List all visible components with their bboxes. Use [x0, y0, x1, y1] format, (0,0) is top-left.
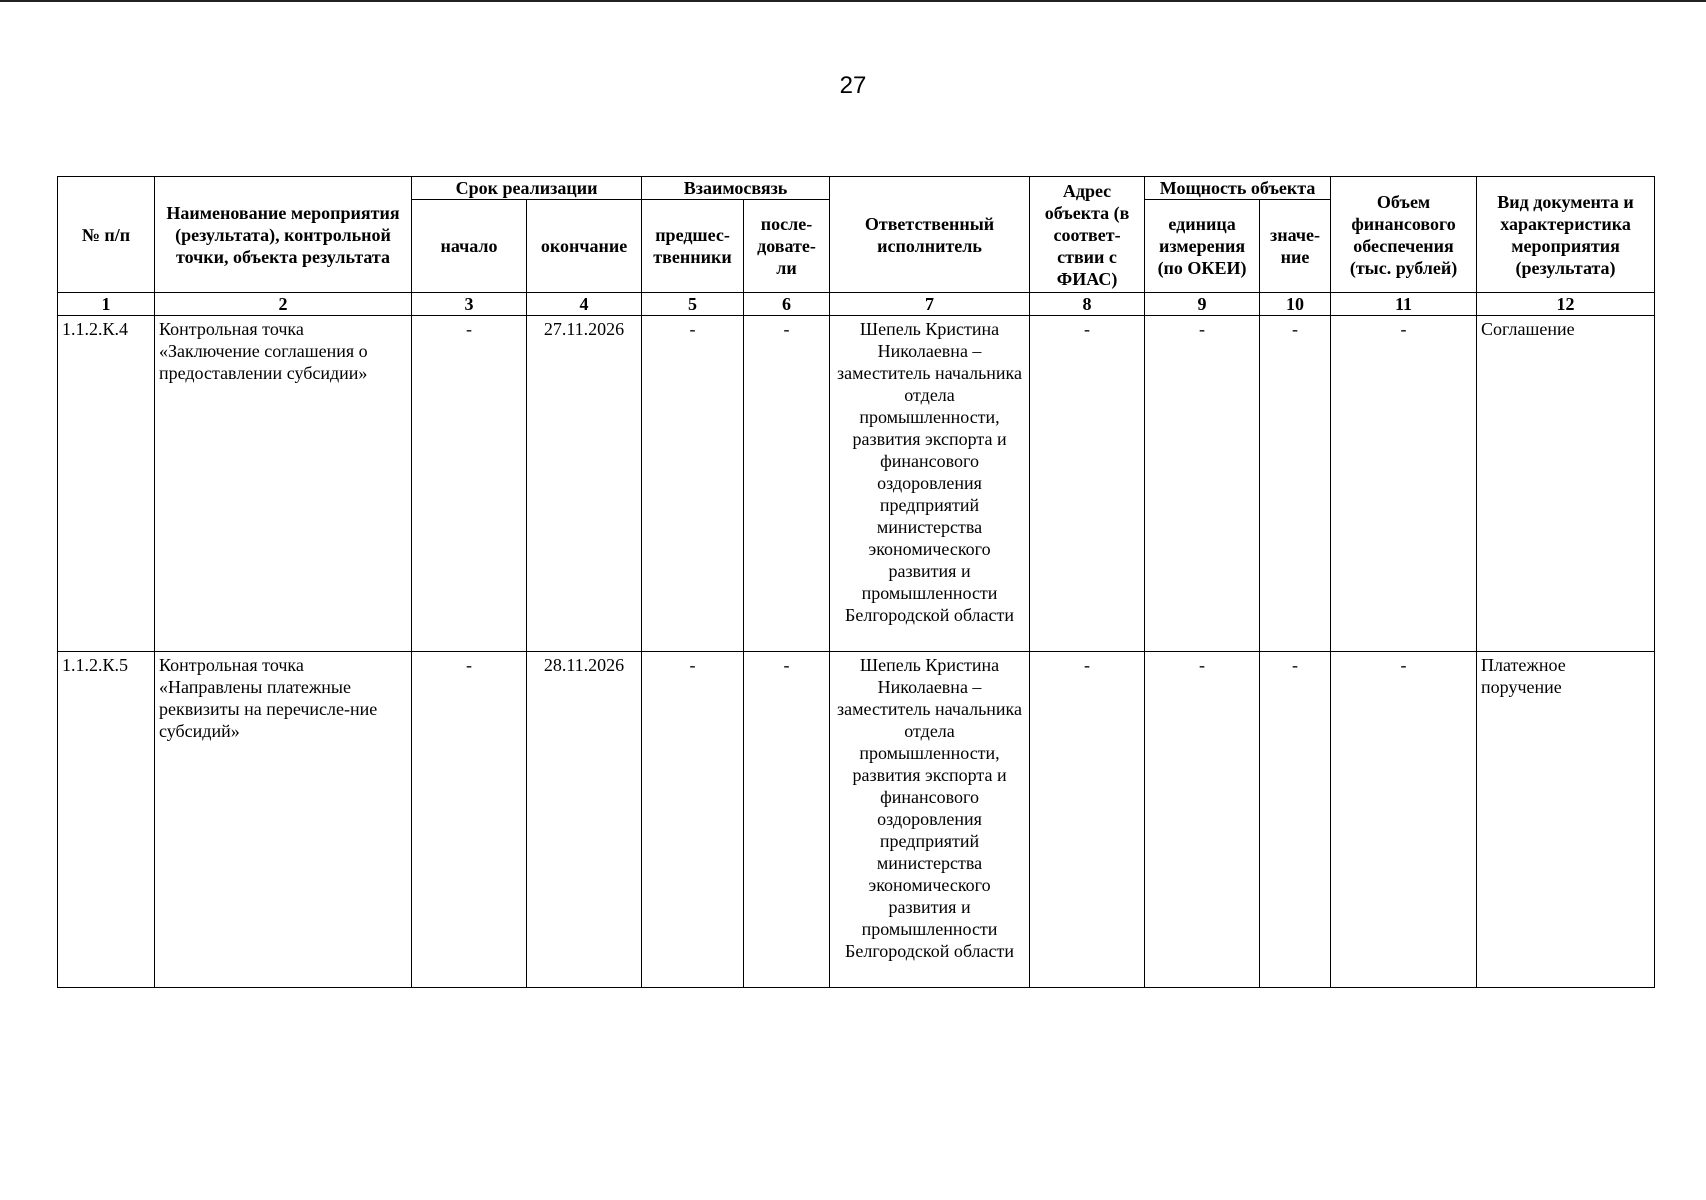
cell-end: 28.11.2026 [527, 652, 642, 988]
cell-num: 1.1.2.К.5 [58, 652, 155, 988]
page-number: 27 [839, 72, 867, 99]
header-term-end: окончание [527, 200, 642, 293]
header-link: Взаимосвязь [642, 177, 830, 200]
table-row [58, 652, 1655, 988]
cell-value: - [1260, 652, 1331, 988]
cell-value: - [1260, 316, 1331, 652]
header-capacity-unit: единица измерения (по ОКЕИ) [1145, 200, 1260, 293]
column-number: 6 [744, 293, 830, 316]
cell-start: - [412, 652, 527, 988]
header-finance: Объем финансового обеспечения (тыс. рублей) [1331, 177, 1477, 293]
column-number: 3 [412, 293, 527, 316]
table-row [58, 316, 1655, 652]
header-link-prev: предшес-твенники [642, 200, 744, 293]
header-name: Наименование мероприятия (результата), контрольной точки, объекта результата [155, 177, 412, 293]
column-number: 5 [642, 293, 744, 316]
header-executor: Ответственный исполнитель [830, 177, 1030, 293]
cell-name: Контрольная точка «Направлены платежные реквизиты на перечисле-ние субсидий» [155, 652, 412, 988]
column-number: 7 [830, 293, 1030, 316]
header-num: № п/п [58, 177, 155, 293]
cell-num: 1.1.2.К.4 [58, 316, 155, 652]
cell-doc: Соглашение [1477, 316, 1655, 652]
cell-finance: - [1331, 652, 1477, 988]
cell-executor: Шепель Кристина Николаевна – заместитель начальника отдела промышленности, развития экспорта и финансового оздоровления предприятий министерства экономического развития и промышленности Белгородской области [830, 316, 1030, 652]
cell-unit: - [1145, 652, 1260, 988]
cell-next: - [744, 316, 830, 652]
column-number: 1 [58, 293, 155, 316]
column-number: 4 [527, 293, 642, 316]
header-doc: Вид документа и характеристика мероприятия (результата) [1477, 177, 1655, 293]
cell-unit: - [1145, 316, 1260, 652]
cell-start: - [412, 316, 527, 652]
header-term-start: начало [412, 200, 527, 293]
cell-name: Контрольная точка «Заключение соглашения о предоставлении субсидии» [155, 316, 412, 652]
events-table [57, 176, 1655, 988]
cell-executor: Шепель Кристина Николаевна – заместитель начальника отдела промышленности, развития экспорта и финансового оздоровления предприятий министерства экономического развития и промышленности Белгородской области [830, 652, 1030, 988]
header-capacity-value: значе-ние [1260, 200, 1331, 293]
cell-next: - [744, 652, 830, 988]
cell-prev: - [642, 652, 744, 988]
cell-finance: - [1331, 316, 1477, 652]
column-number: 11 [1331, 293, 1477, 316]
header-link-next: после-довате-ли [744, 200, 830, 293]
cell-doc: Платежное поручение [1477, 652, 1655, 988]
column-number: 12 [1477, 293, 1655, 316]
column-number: 2 [155, 293, 412, 316]
header-capacity: Мощность объекта [1145, 177, 1331, 200]
scan-edge [0, 0, 1706, 2]
column-number: 10 [1260, 293, 1331, 316]
cell-address: - [1030, 652, 1145, 988]
column-number: 9 [1145, 293, 1260, 316]
cell-end: 27.11.2026 [527, 316, 642, 652]
cell-prev: - [642, 316, 744, 652]
header-term: Срок реализации [412, 177, 642, 200]
cell-address: - [1030, 316, 1145, 652]
header-address: Адрес объекта (в соответ-ствии с ФИАС) [1030, 177, 1145, 293]
column-number: 8 [1030, 293, 1145, 316]
